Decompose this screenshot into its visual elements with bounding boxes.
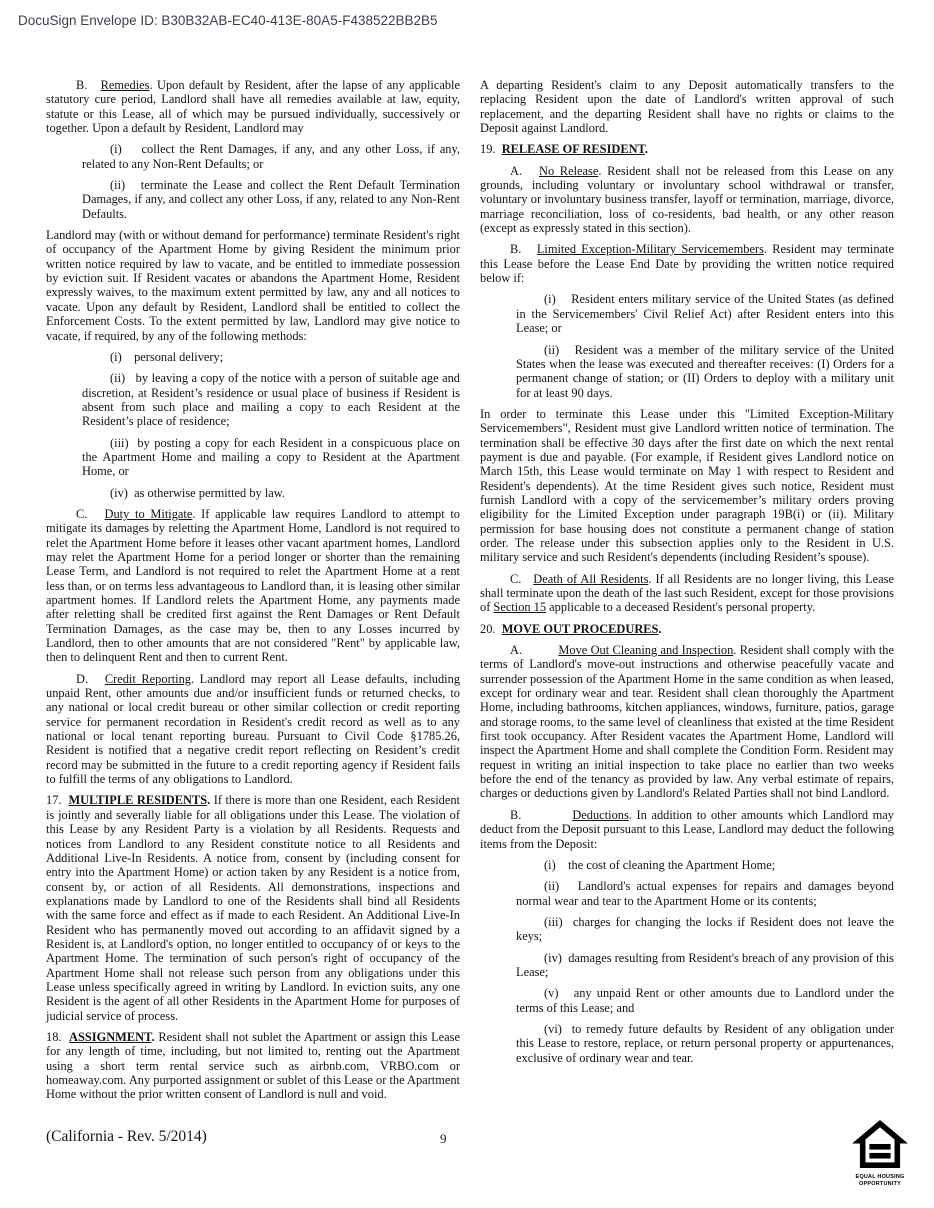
section-heading: 20. MOVE OUT PROCEDURES.	[480, 621, 662, 636]
paragraph: Landlord may (with or without demand for performance) terminate Resident's right of occupancy of the Apartment Home by giving Resident the minimum prior written notice required by law to vacate, and be entitled to immediate possession by eviction suit. If Resident vacates or abandons the Apartment Home, Resident expressly waives, to the maximum extent permitted by law, any and all notices to vacate. Upon any default by Resident, Landlord shall be entitled to collect the Enforcement Costs. To the extent permitted by law, Landlord may give notice to vacate, if required, by any of the following methods:	[46, 228, 460, 343]
paragraph: 17. MULTIPLE RESIDENTS. If there is more than one Resident, each Resident is jointly and severally liable for all obligations under this Lease. The violation of this Lease by any Resident Party is a violation by all Residents. Requests and notices from Landlord to any Resident constitute notice to all Residents and Additional Live-In Residents. A notice from, consent by (including consent for entry into the Apartment Home) or action taken by any Resident is a notice from, consent by, or action of all Residents. All demonstrations, inspections and explanations made by Landlord to one of the Residents shall bind all Residents with the same force and effect as if made to each Resident. An Additional Live-In Resident who has permanently moved out according to an affidavit signed by a Resident is, at Landlord's option, no longer entitled to occupancy of or keys to the Apartment Home. The termination of such person's right of occupancy of the Apartment Home shall not release such person from any obligations under this Lease unless specifically agreed in writing by Landlord. In eviction suits, any one Resident is the agent of all other Residents in the Apartment Home for purposes of judicial service of process.	[46, 793, 460, 1023]
equal-housing-house-icon	[852, 1155, 908, 1172]
section-heading: 19. RELEASE OF RESIDENT.	[480, 142, 649, 157]
docusign-envelope-id: DocuSign Envelope ID: B30B32AB-EC40-413E-80A5-F438522BB2B5	[18, 13, 438, 28]
paragraph: B. Remedies. Upon default by Resident, after the lapse of any applicable statutory cure period, Landlord shall have all remedies available at law, equity, statute or this Lease, all of which may be pursued individually, successively or together. Upon a default by Resident, Landlord may	[46, 78, 460, 136]
paragraph: A. Move Out Cleaning and Inspection. Resident shall comply with the terms of Landlord's move-out instructions and otherwise peacefully vacate and surrender possession of the Apartment Home in the same condition as when leased, except for ordinary wear and tear. Resident shall clean thoroughly the Apartment Home, including bathrooms, kitchen appliances, windows, furniture, patios, garage and storage rooms, to the same level of cleanliness that existed at the time Resident first took occupancy. After Resident vacates the Apartment Home, Landlord will inspect the Apartment Home and shall complete the Condition Form. Resident may request in writing an initial inspection to take place no earlier than two weeks before the end of the tenancy as provided by law. Any verbal estimate of repairs, charges or deductions given by Landlord's Related Parties shall not bind Landlord.	[480, 643, 894, 801]
paragraph: (i) collect the Rent Damages, if any, and any other Loss, if any, related to any Non-Rent Defaults; or	[82, 142, 460, 171]
right-column	[480, 78, 894, 1109]
paragraph: A. No Release. Resident shall not be released from this Lease on any grounds, including voluntary or involuntary school withdrawal or transfer, voluntary or involuntary business transfer, layoff or termination, marriage, divorce, marriage reconciliation, loss of co-residents, bad health, or any other reason (except as expressly stated in this section).	[480, 163, 894, 236]
equal-housing-caption-line1: EQUAL HOUSING	[855, 1174, 905, 1180]
paragraph: (i) Resident enters military service of the United States (as defined in the Servicemembers' Civil Relief Act) after Resident enters into this Lease; or	[516, 292, 894, 336]
paragraph: D. Credit Reporting. Landlord may report all Lease defaults, including unpaid Rent, other amounts due and/or insufficient funds or returned checks, to any national or local credit bureau or other similar collection or credit reporting service for permanent recordation in Resident's credit record as well as to any national or local tenant reporting bureau. Pursuant to Civil Code §1785.26, Resident is notified that a negative credit report reflecting on Resident’s credit record may be submitted in the future to a credit reporting agency if Resident fails to fulfill the terms of any obligations to Landlord.	[46, 671, 461, 787]
paragraph: (ii) terminate the Lease and collect the Rent Default Termination Damages, if any, and collect any other Loss, if any, related to any Non-Rent Defaults.	[82, 178, 460, 221]
paragraph: (iv) damages resulting from Resident's breach of any provision of this Lease;	[516, 950, 894, 979]
paragraph: (ii) Landlord's actual expenses for repairs and damages beyond normal wear and tear to the Apartment Home or its contents;	[516, 879, 894, 908]
footer-revision-label: (California - Rev. 5/2014)	[46, 1128, 207, 1145]
equal-housing-caption-line2: OPPORTUNITY	[859, 1181, 901, 1187]
paragraph: B. Limited Exception-Military Servicemembers. Resident may terminate this Lease before the Lease End Date by providing the written notice required below if:	[480, 242, 894, 286]
paragraph: (iii) by posting a copy for each Resident in a conspicuous place on the Apartment Home and mailing a copy to Resident at the Apartment Home, or	[82, 435, 460, 479]
paragraph: C. Death of All Residents. If all Residents are no longer living, this Lease shall terminate upon the death of the last such Resident, except for those provisions of Section 15 applicable to a deceased Resident's personal property.	[480, 571, 894, 615]
paragraph: (iv) as otherwise permitted by law.	[110, 485, 286, 500]
paragraph: 18. ASSIGNMENT. Resident shall not sublet the Apartment or assign this Lease for any length of time, including, but not limited to, renting out the Apartment using a short term rental service such as airbnb.com, VRBO.com or homeaway.com. Any purported assignment or sublet of this Lease or the Apartment Home without the prior written consent of Landlord is null and void.	[46, 1029, 461, 1102]
paragraph: (i) personal delivery;	[110, 349, 224, 364]
page-number: 9	[440, 1131, 447, 1146]
paragraph: A departing Resident's claim to any Deposit automatically transfers to the replacing Resident upon the date of Landlord's written approval of such replacement, and the departing Resident shall have no rights or claims to the Deposit against Landlord.	[480, 78, 894, 136]
document-body	[46, 78, 894, 1109]
paragraph: B. Deductions. In addition to other amounts which Landlord may deduct from the Deposit pursuant to this Lease, Landlord may deduct the following items from the Deposit:	[480, 807, 894, 851]
paragraph: C. Duty to Mitigate. If applicable law requires Landlord to attempt to mitigate its damages by reletting the Apartment Home, Landlord is not required to relet the Apartment Home before it leases other vacant apartment homes, Landlord may relet the Apartment Home for a period longer or shorter than the remaining Lease Term, and Landlord is not required to relet the Apartment Home at a rent less than, or on terms less advantageous to Landlord than, it is leasing other similar apartment homes. If Landlord relets the Apartment Home, any payments made after reletting shall be credited first against the Rent Damages or Rent Default Termination Damages, as the case may be, then to any Losses incurred by Landlord, then to other amounts that are not considered "Rent" by applicable law, then to delinquent Rent and then to current Rent.	[46, 506, 460, 665]
paragraph: (ii) Resident was a member of the military service of the United States when the lease was executed and thereafter receives: (I) Orders for a permanent change of station; or (II) Orders to deploy with a military unit for at least 90 days.	[516, 342, 894, 400]
equal-housing-opportunity-logo	[843, 1120, 917, 1187]
paragraph: (ii) by leaving a copy of the notice with a person of suitable age and discretion, at Resident’s residence or usual place of business if Resident is absent from such place and mailing a copy to each Resident at the Resident’s place of residence;	[82, 371, 460, 429]
paragraph: (i) the cost of cleaning the Apartment Home;	[544, 857, 776, 872]
left-column	[46, 78, 460, 1109]
paragraph: (vi) to remedy future defaults by Resident of any obligation under this Lease to restore, replace, or return personal property or appurtenances, exclusive of ordinary wear and tear.	[516, 1021, 894, 1065]
paragraph: (iii) charges for changing the locks if Resident does not leave the keys;	[516, 914, 894, 944]
paragraph: (v) any unpaid Rent or other amounts due to Landlord under the terms of this Lease; and	[516, 986, 894, 1015]
paragraph: In order to terminate this Lease under this "Limited Exception-Military Servicemembers", Resident must give Landlord written notice of termination. The termination shall be effective 30 days after the first date on which the next rental payment is due and payable. (For example, if Resident gives Landlord notice on March 15th, this Lease would terminate on May 1 with respect to Resident and Resident's dependents). At the time Resident gives such notice, Resident must furnish Landlord with a copy of the servicemember’s military orders proving eligibility for the Limited Exception under paragraph 19B(i) or (ii). Military permission for base housing does not constitute a permanent change of station order. The release under this subsection applies only to the Resident in U.S. military service and such Resident's dependents (including Resident’s spouse).	[480, 406, 894, 565]
